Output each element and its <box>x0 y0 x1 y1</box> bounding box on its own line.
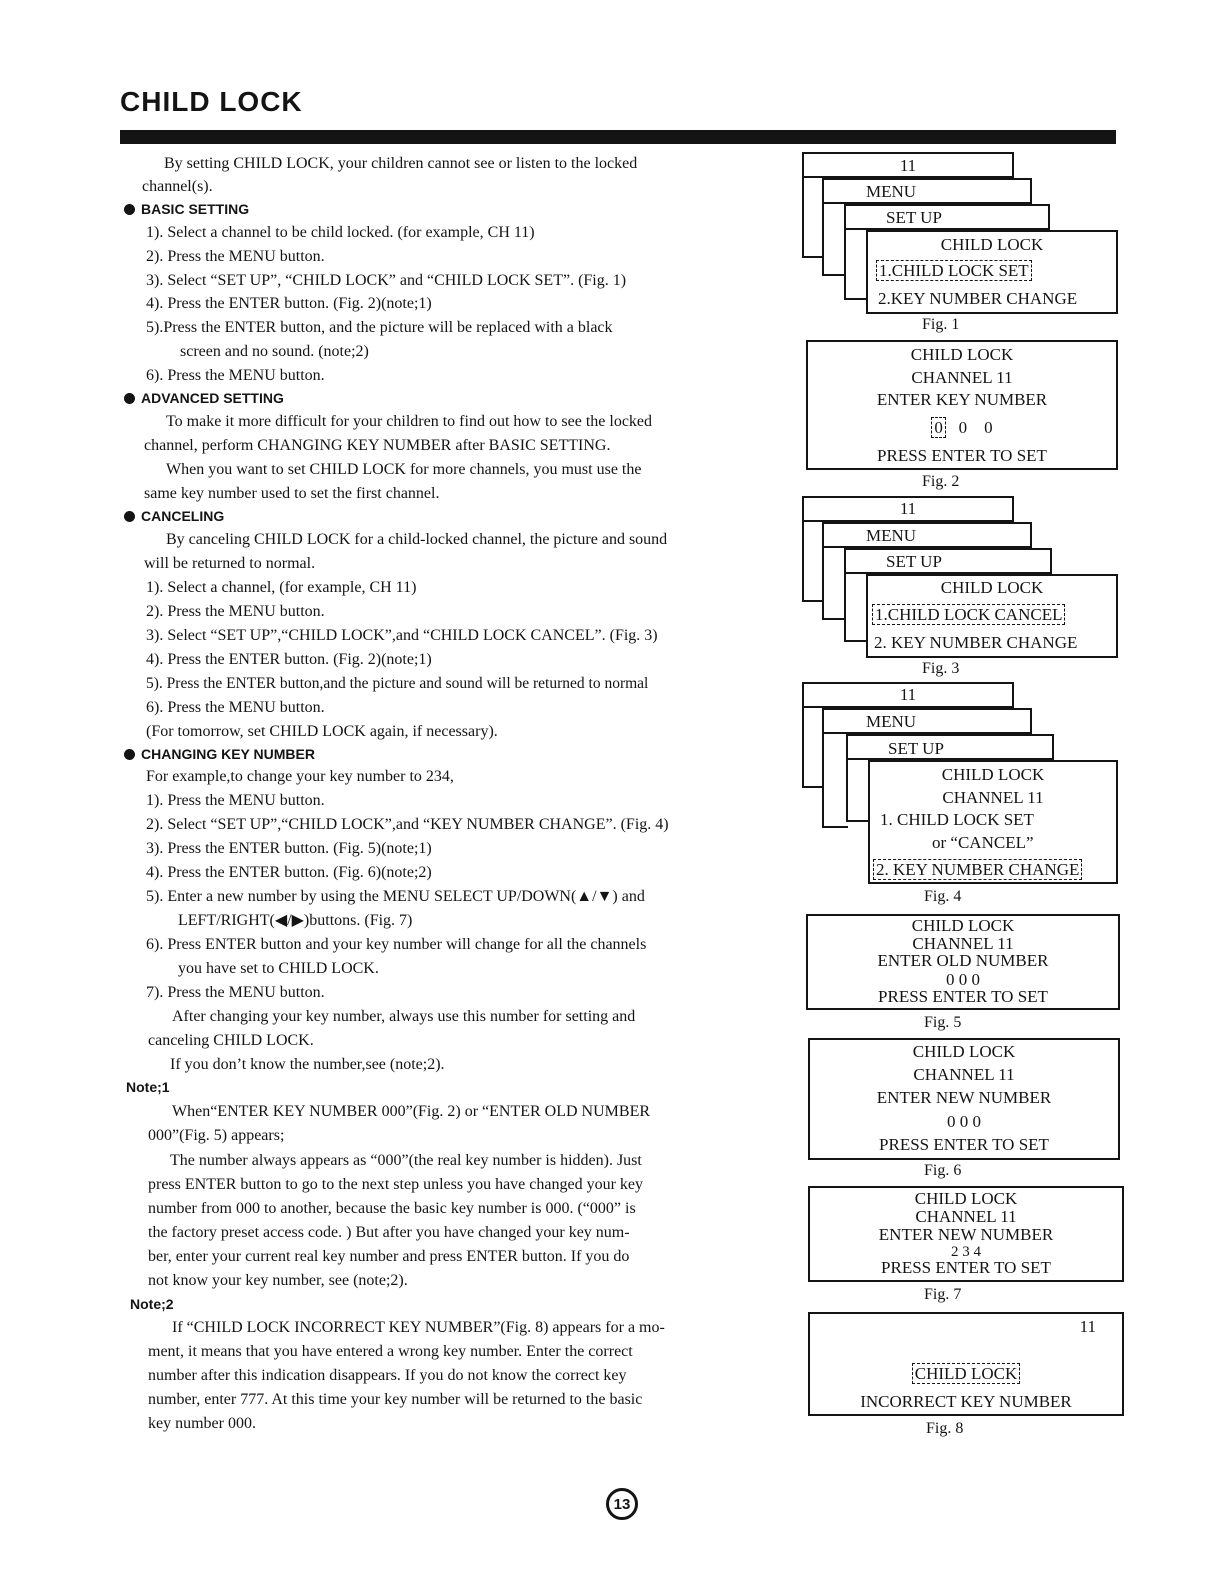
screen-line: 0 0 0 <box>947 1112 981 1131</box>
menu-label: MENU <box>866 182 917 201</box>
menu-connector <box>822 202 846 276</box>
setup-screen <box>844 204 1050 230</box>
menu-title: CHILD LOCK <box>941 765 1045 784</box>
option-child-lock-cancel: 1.CHILD LOCK CANCEL <box>872 604 1065 625</box>
screen-line: CHANNEL 11 <box>913 1065 1015 1084</box>
advanced-line: same key number used to set the first channel. <box>144 485 440 502</box>
figure-caption: Fig. 7 <box>924 1286 962 1303</box>
figure-5-screen <box>806 914 1120 1010</box>
screen-line: CHANNEL 11 <box>915 1207 1017 1226</box>
screen-line: ENTER KEY NUMBER <box>876 390 1048 409</box>
menu-channel: CHANNEL 11 <box>942 788 1044 807</box>
note1-line: the factory preset access code. ) But after you have changed your key num- <box>148 1224 630 1241</box>
screen-line: CHILD LOCK <box>912 1363 1020 1384</box>
note2-line: number, enter 777. At this time your key number will be returned to the basic <box>148 1391 643 1408</box>
canceling-line: 4). Press the ENTER button. (Fig. 2)(note;1) <box>146 651 432 668</box>
screen-line: CHANNEL 11 <box>912 934 1014 953</box>
canceling-line: 2). Press the MENU button. <box>146 603 325 620</box>
note1-label: Note;1 <box>126 1079 170 1095</box>
note1-line: not know your key number, see (note;2). <box>148 1272 408 1289</box>
note1-line: When“ENTER KEY NUMBER 000”(Fig. 2) or “ENTER OLD NUMBER <box>172 1103 651 1120</box>
option-key-number-change: 2.KEY NUMBER CHANGE <box>878 289 1078 308</box>
canceling-heading: CANCELING <box>124 506 224 526</box>
setup-label: SET UP <box>886 208 942 227</box>
figure-6-screen <box>808 1038 1120 1160</box>
canceling-line: 1). Select a channel, (for example, CH 11) <box>146 579 417 596</box>
basic-step: 2). Press the MENU button. <box>146 248 325 265</box>
child-lock-menu <box>866 574 1118 658</box>
channel-number: 11 <box>899 685 917 704</box>
figure-2-screen <box>806 340 1118 470</box>
advanced-line: When you want to set CHILD LOCK for more channels, you must use the <box>166 461 642 478</box>
changing-line: For example,to change your key number to 234, <box>146 768 454 785</box>
screen-line: PRESS ENTER TO SET <box>877 446 1047 465</box>
note1-line: number from 000 to another, because the basic key number is 000. (“000” is <box>148 1200 636 1217</box>
screen-line: 0 0 0 <box>946 970 980 989</box>
page-number: 13 <box>606 1488 638 1520</box>
figure-8-screen <box>808 1312 1124 1416</box>
menu-screen <box>822 178 1032 204</box>
figure-7-screen <box>808 1186 1124 1282</box>
note2-label: Note;2 <box>130 1296 174 1312</box>
screen-line: CHILD LOCK <box>914 1189 1018 1208</box>
basic-step: 4). Press the ENTER button. (Fig. 2)(note;1) <box>146 295 432 312</box>
bullet-icon <box>124 204 135 215</box>
note2-line: key number 000. <box>148 1415 256 1432</box>
changing-key-number-heading: CHANGING KEY NUMBER <box>124 744 315 764</box>
channel-number: 11 <box>899 156 917 175</box>
note1-line: The number always appears as “000”(the real key number is hidden). Just <box>170 1152 642 1169</box>
bullet-icon <box>124 749 135 760</box>
screen-line: CHILD LOCK <box>911 916 1015 935</box>
setup-label: SET UP <box>886 552 942 571</box>
screen-line: CHILD LOCK <box>912 1042 1016 1061</box>
channel-screen <box>802 682 1014 708</box>
setup-screen <box>844 548 1052 574</box>
screen-line: PRESS ENTER TO SET <box>878 987 1048 1006</box>
basic-step: 6). Press the MENU button. <box>146 367 325 384</box>
screen-line: CHILD LOCK <box>910 345 1014 364</box>
note2-line: If “CHILD LOCK INCORRECT KEY NUMBER”(Fig. 8) appears for a mo- <box>172 1319 665 1336</box>
menu-screen <box>822 522 1032 548</box>
menu-title: CHILD LOCK <box>940 578 1044 597</box>
screen-line: PRESS ENTER TO SET <box>881 1258 1051 1277</box>
screen-line: ENTER NEW NUMBER <box>876 1088 1052 1107</box>
changing-line: If you don’t know the number,see (note;2). <box>170 1056 445 1073</box>
option-child-lock-set: 1.CHILD LOCK SET <box>876 260 1032 281</box>
changing-line: 5). Enter a new number by using the MENU SELECT UP/DOWN(▲/▼) and <box>146 888 645 905</box>
canceling-line: (For tomorrow, set CHILD LOCK again, if necessary). <box>146 723 498 740</box>
menu-label: MENU <box>866 526 917 545</box>
screen-line: ENTER OLD NUMBER <box>877 951 1049 970</box>
menu-connector <box>846 758 870 822</box>
title-rule <box>120 130 1116 144</box>
channel-number: 11 <box>899 499 917 518</box>
basic-step: screen and no sound. (note;2) <box>180 343 369 360</box>
bullet-icon <box>124 511 135 522</box>
intro-line: By setting CHILD LOCK, your children cannot see or listen to the locked <box>164 155 638 172</box>
child-lock-menu <box>866 230 1118 314</box>
canceling-line: 5). Press the ENTER button,and the picture and sound will be returned to normal <box>146 675 649 692</box>
canceling-line: By canceling CHILD LOCK for a child-locked channel, the picture and sound <box>166 531 668 548</box>
figure-caption: Fig. 6 <box>924 1162 962 1179</box>
canceling-line: 6). Press the MENU button. <box>146 699 325 716</box>
advanced-setting-heading: ADVANCED SETTING <box>124 388 284 408</box>
changing-line: 3). Press the ENTER button. (Fig. 5)(note;1) <box>146 840 432 857</box>
menu-label: MENU <box>866 712 917 731</box>
menu-connector <box>802 706 824 788</box>
note2-line: number after this indication disappears. If you do not know the correct key <box>148 1367 627 1384</box>
key-digit: 0 <box>958 418 968 437</box>
channel-screen <box>802 152 1014 178</box>
option-child-lock-set: 1. CHILD LOCK SET <box>880 810 1034 829</box>
figure-caption: Fig. 1 <box>922 316 960 333</box>
child-lock-menu <box>868 760 1118 884</box>
changing-line: 1). Press the MENU button. <box>146 792 325 809</box>
changing-line: canceling CHILD LOCK. <box>148 1032 314 1049</box>
option-key-number-change: 2. KEY NUMBER CHANGE <box>873 859 1082 880</box>
changing-line: LEFT/RIGHT(◀/▶)buttons. (Fig. 7) <box>178 912 413 929</box>
figure-caption: Fig. 5 <box>924 1014 962 1031</box>
note1-line: press ENTER button to go to the next step unless you have changed your key <box>148 1176 644 1193</box>
page-title: CHILD LOCK <box>120 86 303 117</box>
channel-number: 11 <box>1079 1317 1096 1336</box>
changing-line: 7). Press the MENU button. <box>146 984 325 1001</box>
changing-line: 6). Press ENTER button and your key number will change for all the channels <box>146 936 647 953</box>
screen-line: INCORRECT KEY NUMBER <box>860 1392 1072 1411</box>
menu-title: CHILD LOCK <box>940 235 1044 254</box>
menu-connector <box>822 546 846 620</box>
menu-connector <box>844 572 868 642</box>
figure-caption: Fig. 2 <box>922 473 960 490</box>
note1-line: ber, enter your current real key number and press ENTER button. If you do <box>148 1248 630 1265</box>
advanced-line: To make it more difficult for your children to find out how to see the locked <box>166 413 653 430</box>
canceling-line: 3). Select “SET UP”,“CHILD LOCK”,and “CHILD LOCK CANCEL”. (Fig. 3) <box>146 627 658 644</box>
menu-screen <box>822 708 1032 734</box>
setup-screen <box>846 734 1054 760</box>
note1-line: 000”(Fig. 5) appears; <box>148 1127 285 1144</box>
bullet-icon <box>124 393 135 404</box>
advanced-line: channel, perform CHANGING KEY NUMBER after BASIC SETTING. <box>144 437 611 454</box>
menu-connector <box>822 732 848 828</box>
basic-setting-heading: BASIC SETTING <box>124 199 249 219</box>
figure-caption: Fig. 4 <box>924 888 962 905</box>
screen-line: CHANNEL 11 <box>911 368 1013 387</box>
menu-connector <box>802 520 824 602</box>
changing-line: you have set to CHILD LOCK. <box>178 960 379 977</box>
canceling-line: will be returned to normal. <box>144 555 316 572</box>
note2-line: ment, it means that you have entered a wrong key number. Enter the correct <box>148 1343 633 1360</box>
basic-step: 1). Select a channel to be child locked. (for example, CH 11) <box>146 224 535 241</box>
menu-connector <box>844 228 868 300</box>
key-digit: 0 <box>931 417 946 438</box>
key-digits <box>808 418 1116 438</box>
menu-connector <box>802 176 824 258</box>
option-cancel: or “CANCEL” <box>932 833 1034 852</box>
basic-step: 5).Press the ENTER button, and the picture will be replaced with a black <box>146 319 613 336</box>
option-key-number-change: 2. KEY NUMBER CHANGE <box>874 633 1078 652</box>
setup-label: SET UP <box>888 739 944 758</box>
basic-step: 3). Select “SET UP”, “CHILD LOCK” and “CHILD LOCK SET”. (Fig. 1) <box>146 272 627 289</box>
changing-line: 2). Select “SET UP”,“CHILD LOCK”,and “KEY NUMBER CHANGE”. (Fig. 4) <box>146 816 669 833</box>
screen-line: PRESS ENTER TO SET <box>879 1135 1049 1154</box>
changing-line: 4). Press the ENTER button. (Fig. 6)(note;2) <box>146 864 432 881</box>
key-digit: 0 <box>984 418 993 437</box>
channel-screen <box>802 496 1014 522</box>
figure-caption: Fig. 8 <box>926 1420 964 1437</box>
screen-line: 2 3 4 <box>951 1244 981 1260</box>
screen-line: ENTER NEW NUMBER <box>878 1225 1054 1244</box>
figure-caption: Fig. 3 <box>922 660 960 677</box>
intro-line: channel(s). <box>142 178 213 195</box>
changing-line: After changing your key number, always use this number for setting and <box>172 1008 636 1025</box>
